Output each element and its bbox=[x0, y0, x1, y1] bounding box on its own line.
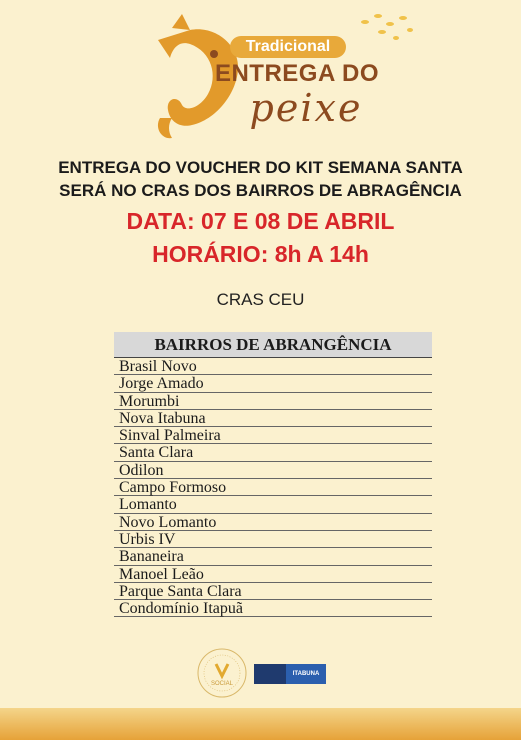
table-row: Parque Santa Clara bbox=[114, 583, 432, 600]
table-row: Odilon bbox=[114, 462, 432, 479]
table-row: Condomínio Itapuã bbox=[114, 600, 432, 617]
table-row: Manoel Leão bbox=[114, 566, 432, 583]
table-row: Campo Formoso bbox=[114, 479, 432, 496]
table-row: Urbis IV bbox=[114, 531, 432, 548]
secretaria-logo-icon bbox=[254, 664, 286, 684]
table-row: Bananeira bbox=[114, 548, 432, 565]
announcement-line2: SERÁ NO CRAS DOS BAIRROS DE ABRAGÊNCIA bbox=[59, 181, 462, 200]
traditional-badge: Tradicional bbox=[230, 36, 346, 58]
footer-band bbox=[0, 708, 521, 740]
neighborhoods-table bbox=[114, 332, 432, 617]
table-row: Sinval Palmeira bbox=[114, 427, 432, 444]
location-label: CRAS CEU bbox=[216, 290, 305, 309]
table-row: Nova Itabuna bbox=[114, 410, 432, 427]
table-row: Lomanto bbox=[114, 496, 432, 513]
event-date: DATA: 07 E 08 DE ABRIL bbox=[126, 208, 395, 234]
government-logo bbox=[254, 664, 326, 684]
table-row: Santa Clara bbox=[114, 444, 432, 461]
table-row: Morumbi bbox=[114, 393, 432, 410]
table-row: Novo Lomanto bbox=[114, 514, 432, 531]
itabuna-logo-label: ITABUNA bbox=[286, 664, 326, 684]
table-row: Brasil Novo bbox=[114, 358, 432, 375]
social-seal-icon bbox=[197, 648, 247, 698]
seal-text: SOCIAL bbox=[210, 681, 234, 687]
event-time: HORÁRIO: 8h A 14h bbox=[152, 241, 369, 267]
announcement-line1: ENTREGA DO VOUCHER DO KIT SEMANA SANTA bbox=[58, 158, 463, 177]
logo-title-line1: ENTREGA DO bbox=[214, 60, 380, 87]
table-header: BAIRROS DE ABRANGÊNCIA bbox=[114, 332, 432, 358]
table-row: Jorge Amado bbox=[114, 375, 432, 392]
logo-title-line2: peixe bbox=[249, 86, 363, 130]
